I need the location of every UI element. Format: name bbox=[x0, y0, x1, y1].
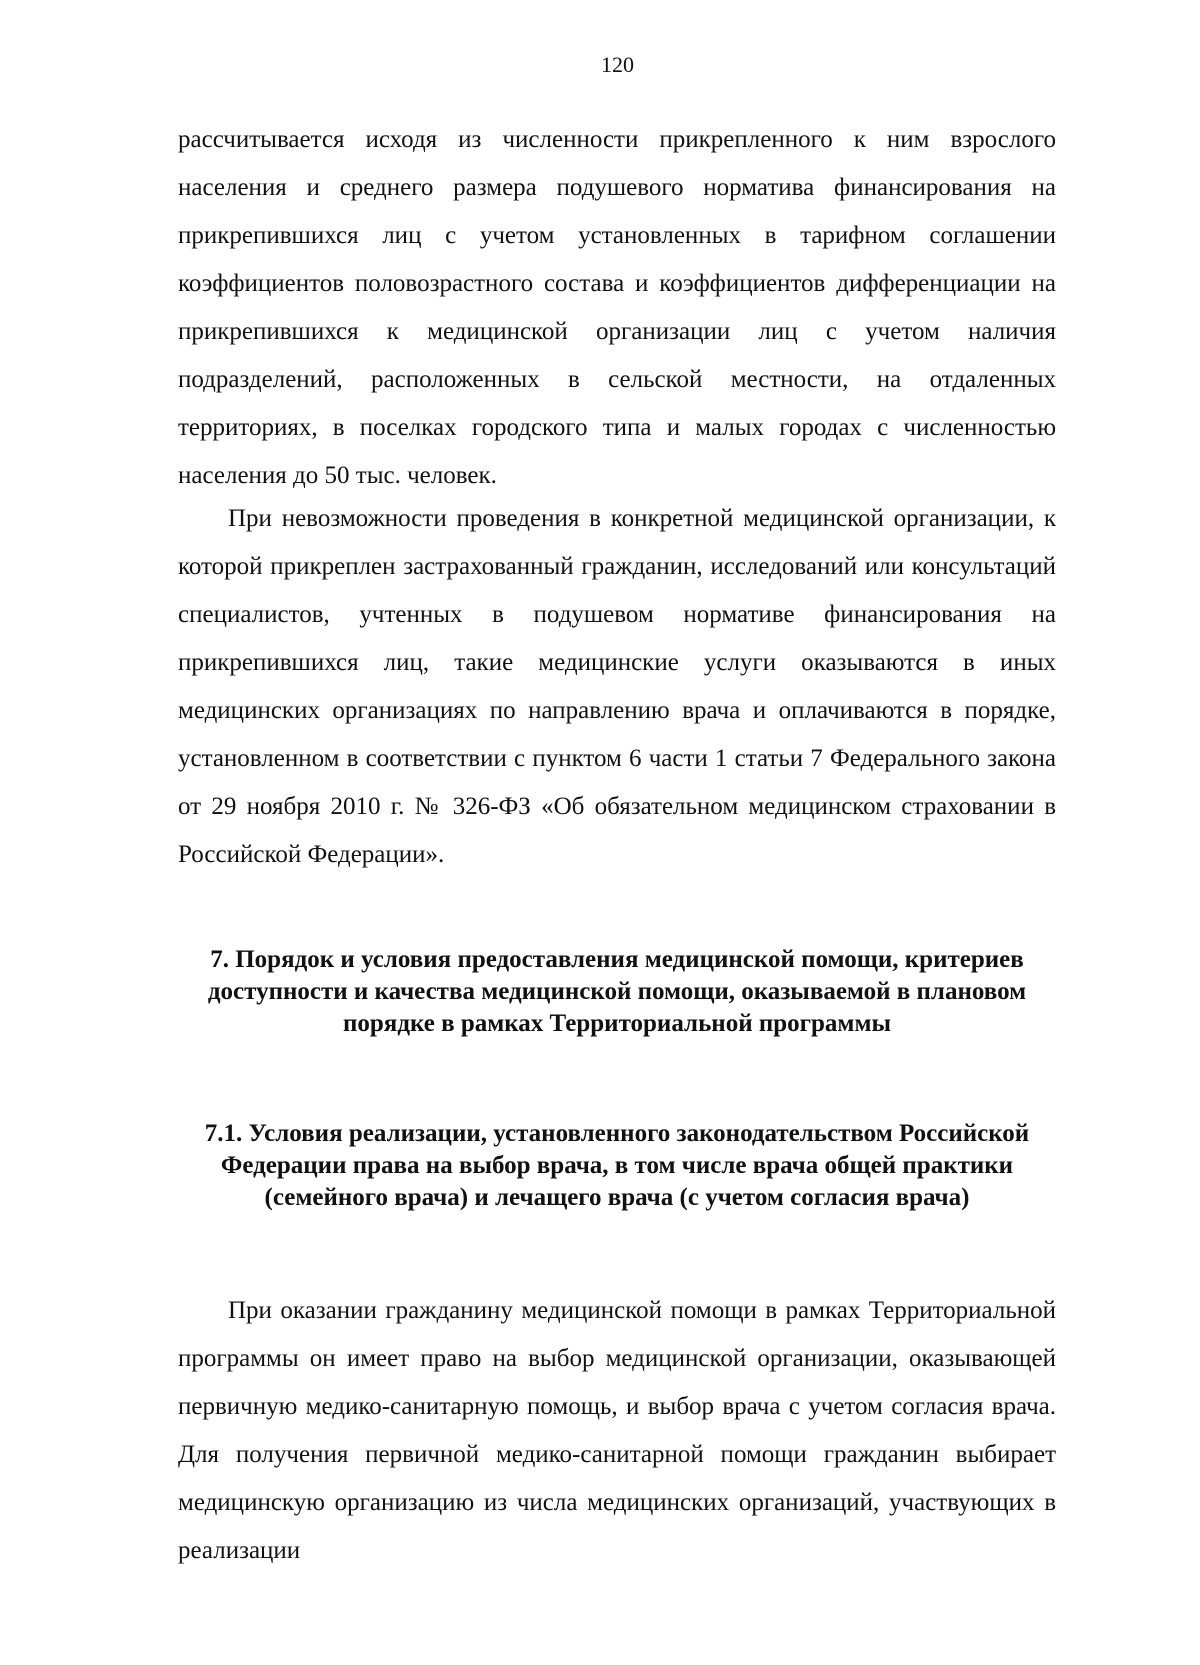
section-heading-7-1: 7.1. Условия реализации, установленного законодательством Российской Федерации права на выбор врача, в том числе врача общей практики (семейного врача) и лечащего врача (с учетом согласия врача) bbox=[204, 1120, 1030, 1211]
paragraph-continuation: рассчитывается исходя из численности прикрепленного к ним взрослого населения и среднего размера подушевого норматива финансирования на прикрепившихся лиц с учетом установленных в тарифном соглашении коэффициентов половозрастного состава и коэффициентов дифференциации на прикрепившихся к медицинской организации лиц с учетом наличия подразделений, расположенных в сельской местности, на отдаленных территориях, в поселках городского типа и малых городах с численностью населения до 50 тыс. человек. bbox=[178, 126, 1056, 489]
paragraph-referral-services: При невозможности проведения в конкретной медицинской организации, к которой прикреплен застрахованный гражданин, исследований или консультаций специалистов, учтенных в подушевом нормативе финансирования на прикрепившихся лиц, такие медицинские услуги оказываются в иных медицинских организациях по направлению врача и оплачиваются в порядке, установленном в соответствии с пунктом 6 части 1 статьи 7 Федерального закона от 29 ноября 2010 г. № 326-ФЗ «Об обязательном медицинском страховании в Российской Федерации». bbox=[178, 505, 1056, 868]
page-number: 120 bbox=[601, 52, 634, 77]
paragraph-choice-of-organization: При оказании гражданину медицинской помощи в рамках Территориальной программы он имеет право на выбор медицинской организации, оказывающей первичную медико-санитарную помощь, и выбор врача с учетом согласия врача. Для получения первичной медико-санитарной помощи гражданин выбирает медицинскую организацию из числа медицинских организаций, участвующих в реализации bbox=[178, 1297, 1056, 1564]
section-heading-7: 7. Порядок и условия предоставления медицинской помощи, критериев доступности и качества медицинской помощи, оказываемой в плановом порядке в рамках Территориальной программы bbox=[207, 946, 1027, 1037]
